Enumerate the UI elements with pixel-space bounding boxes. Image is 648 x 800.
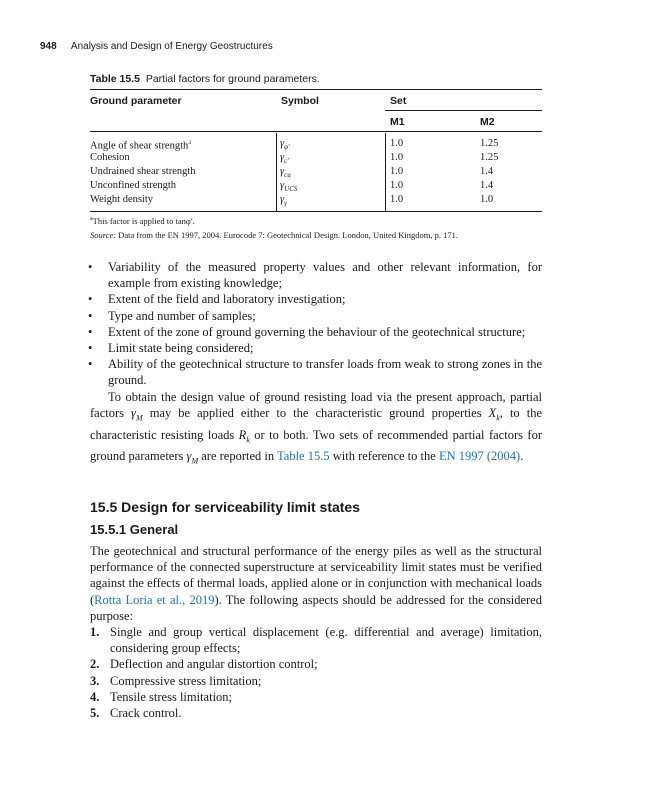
source-text: Data from the EN 1997, 2004. Eurocode 7: Geotechnical Design. London, United Kingdom, p. 171. bbox=[118, 230, 458, 240]
footnote-mark: a bbox=[188, 138, 192, 146]
footnote-text: This factor is applied to tanφ′. bbox=[92, 216, 195, 226]
cell-m1: 1.0 bbox=[390, 138, 404, 149]
table-row bbox=[90, 138, 542, 152]
symbol-gamma-m: γ bbox=[186, 449, 192, 464]
list-item: 3. Compressive stress limitation; bbox=[90, 673, 262, 688]
table-top-rule bbox=[90, 89, 542, 90]
subsection-heading: 15.5.1 General bbox=[90, 522, 179, 537]
cell-m1: 1.0 bbox=[390, 180, 404, 191]
cell-m2: 1.4 bbox=[480, 180, 494, 191]
col-header-ground: Ground parameter bbox=[90, 95, 182, 107]
table-bottom-rule bbox=[90, 211, 542, 212]
citation-link[interactable]: EN 1997 (2004) bbox=[438, 449, 521, 464]
list-item: • Variability of the measured property values and other relevant information, for example from existing knowledge; bbox=[90, 259, 542, 291]
cell-symbol-sub: cu bbox=[284, 171, 291, 180]
running-header bbox=[40, 41, 273, 52]
cell-m2: 1.25 bbox=[480, 152, 499, 163]
cell-m2: 1.25 bbox=[480, 138, 499, 149]
table-header-rule bbox=[90, 131, 542, 132]
cell-m1: 1.0 bbox=[390, 166, 404, 177]
col-header-set: Set bbox=[390, 95, 407, 107]
table-source bbox=[90, 230, 458, 240]
col-header-symbol: Symbol bbox=[281, 95, 319, 107]
section-heading: 15.5 Design for serviceability limit states bbox=[90, 499, 361, 515]
source-label: Source: bbox=[90, 230, 117, 240]
page-number: 948 bbox=[40, 41, 57, 52]
table-row bbox=[90, 152, 542, 166]
table-caption bbox=[90, 73, 320, 85]
list-item: • Limit state being considered; bbox=[90, 340, 542, 356]
list-item: • Ability of the geotechnical structure to transfer loads from weak to strong zones in the ground. bbox=[90, 356, 542, 388]
table-caption-text: Partial factors for ground parameters. bbox=[145, 73, 320, 85]
cell-param: Weight density bbox=[90, 194, 154, 205]
list-item: 4. Tensile stress limitation; bbox=[90, 689, 233, 704]
cell-symbol: γ bbox=[280, 166, 285, 177]
paragraph: To obtain the design value of ground resisting load via the present approach, partial factors $\gamma_M$ may be applied either to the characteristic ground properties $X_k$, to the characteristic resisting loads $R_k$ or to both. Two sets of recommended partial factors for ground parameters $\gamma_M$ are reported in Table 15.5 with reference to the EN 1997 (2004). bbox=[90, 389, 542, 466]
table-caption-label: Table 15.5 bbox=[90, 73, 140, 85]
symbol-gamma-m: γ bbox=[131, 405, 136, 420]
list-item: 1. Single and group vertical displacement (e.g. differential and average) limitation, considering group effects; bbox=[90, 625, 542, 656]
main-text bbox=[90, 259, 542, 470]
symbol-xk: X bbox=[488, 405, 497, 420]
cell-symbol: γ bbox=[280, 194, 285, 205]
col-header-m1: M1 bbox=[390, 116, 405, 128]
footnote-mark: a bbox=[90, 216, 93, 223]
cell-symbol-sub: φ′ bbox=[284, 143, 290, 152]
running-title: Analysis and Design of Energy Geostructures bbox=[70, 41, 273, 52]
cell-m2: 1.0 bbox=[480, 194, 494, 205]
set-header-rule bbox=[385, 110, 542, 111]
col-header-m2: M2 bbox=[480, 116, 495, 128]
cell-param: Cohesion bbox=[90, 152, 130, 163]
cell-symbol: γ bbox=[280, 138, 285, 149]
table-footnote bbox=[90, 216, 195, 226]
list-item: • Type and number of samples; bbox=[90, 308, 542, 324]
symbol-rk: R bbox=[238, 427, 247, 442]
table-row bbox=[90, 166, 542, 180]
paragraph: The geotechnical and structural performance of the energy piles as well as the structural performance of the connected superstructure at serviceability limit states must be verified against the effects of thermal loads, applied alone or in conjunction with mechanical loads (Rotta Loria et al., 2019). The following aspects should be addressed for the considered purpose: bbox=[90, 544, 542, 623]
cell-m1: 1.0 bbox=[390, 152, 404, 163]
main-text-2 bbox=[90, 543, 542, 721]
list-item: 5. Crack control. bbox=[90, 706, 182, 721]
list-item: • Extent of the field and laboratory investigation; bbox=[90, 291, 542, 307]
cell-symbol-sub: UCS bbox=[284, 185, 298, 194]
cell-symbol-sub: γ bbox=[284, 199, 287, 208]
table-row bbox=[90, 194, 542, 208]
cell-symbol: γ bbox=[280, 152, 285, 163]
cell-m2: 1.4 bbox=[480, 166, 494, 177]
cell-param: Angle of shear strength bbox=[90, 140, 189, 152]
cell-m1: 1.0 bbox=[390, 194, 404, 205]
cell-symbol-sub: c′ bbox=[284, 157, 289, 166]
list-item: • Extent of the zone of ground governing the behaviour of the geotechnical structure; bbox=[90, 324, 542, 340]
table-reference-link[interactable]: Table 15.5 bbox=[277, 449, 330, 464]
list-item: 2. Deflection and angular distortion control; bbox=[90, 657, 318, 672]
cell-symbol: γ bbox=[280, 180, 285, 191]
table-row bbox=[90, 180, 542, 194]
cell-param: Unconfined strength bbox=[90, 180, 177, 191]
cell-param: Undrained shear strength bbox=[90, 166, 196, 177]
citation-link[interactable]: Rotta Loria et al., 2019 bbox=[94, 592, 215, 607]
